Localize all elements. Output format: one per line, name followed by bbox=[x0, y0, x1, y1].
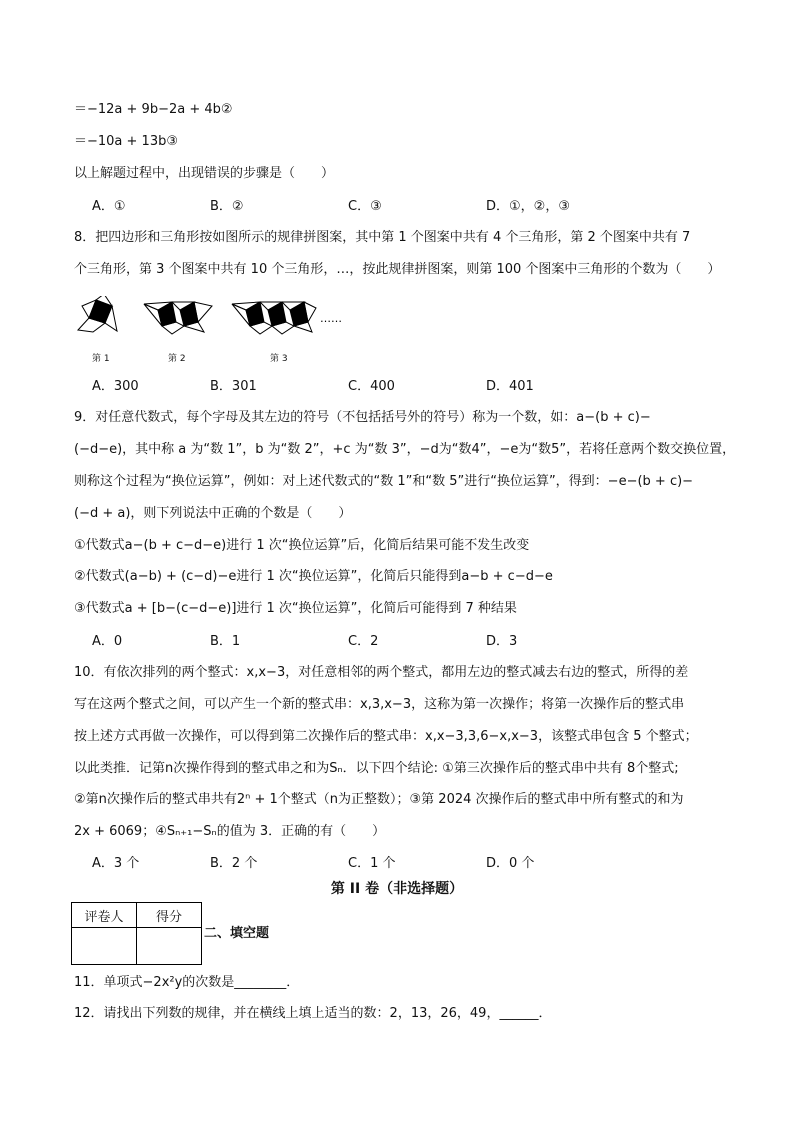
q9-text-3: 则称这个过程为“换位运算”，例如：对上述代数式的“数 1”和“数 5”进行“换位运算”，得到：−e−(b + c)− bbox=[74, 474, 694, 489]
q8-options bbox=[92, 378, 652, 396]
q11-text: 11．单项式−2x²y的次数是________． bbox=[74, 975, 300, 990]
q10-option-b[interactable]: B．2 个 bbox=[210, 856, 258, 871]
step-line-3: ＝−10a + 13b③ bbox=[74, 134, 179, 149]
q9-text-1: 9．对任意代数式，每个字母及其左边的符号（不包括括号外的符号）称为一个数，如：a−(b + c)− bbox=[74, 410, 651, 425]
q12-text: 12．请找出下列数的规律，并在横线上填上适当的数：2，13，26，49，______． bbox=[74, 1006, 552, 1021]
q10-text-2: 写在这两个整式之间，可以产生一个新的整式串：x,3,x−3，这称为第一次操作；将第一次操作后的整式串 bbox=[74, 697, 685, 712]
q7-option-a[interactable]: A．① bbox=[92, 199, 126, 214]
q9-option-c[interactable]: C．2 bbox=[348, 634, 379, 649]
q9-text-4: (−d + a)，则下列说法中正确的个数是（ ） bbox=[74, 506, 352, 521]
fill-blank-heading: 二、填空题 bbox=[204, 926, 270, 941]
q7-option-c[interactable]: C．③ bbox=[348, 199, 382, 214]
q7-option-d[interactable]: D．①，②，③ bbox=[486, 199, 570, 214]
q8-pattern-figure bbox=[70, 296, 360, 346]
pattern-2 bbox=[144, 302, 212, 334]
q10-text-3: 按上述方式再做一次操作，可以得到第二次操作后的整式串：x,x−3,3,6−x,x−3，该整式串包含 5 个整式； bbox=[74, 729, 698, 744]
q9-statement-2: ②代数式(a−b) + (c−d)−e进行 1 次“换位运算”，化简后只能得到a−b + c−d−e bbox=[74, 569, 553, 584]
q10-text-5: ②第n次操作后的整式串共有2ⁿ + 1个整式（n为正整数）；③第 2024 次操作后的整式串中所有整式的和为 bbox=[74, 792, 684, 807]
q10-text-1: 10．有依次排列的两个整式：x,x−3，对任意相邻的两个整式，都用左边的整式减去右边的整式，所得的差 bbox=[74, 665, 689, 680]
pattern-ellipsis: …… bbox=[320, 312, 342, 325]
q8-option-b[interactable]: B．301 bbox=[210, 379, 257, 394]
q9-statement-3: ③代数式a + [b−(c−d−e)]进行 1 次“换位运算”，化简后可能得到 7 种结果 bbox=[74, 601, 517, 616]
q8-text-1: 8．把四边形和三角形按如图所示的规律拼图案，其中第 1 个图案中共有 4 个三角形，第 2 个图案中共有 7 bbox=[74, 230, 691, 245]
q10-text-4: 以此类推．记第n次操作得到的整式串之和为Sₙ．以下四个结论: ①第三次操作后的整式串中共有 8个整式; bbox=[74, 761, 679, 776]
q9-statement-1: ①代数式a−(b + c−d−e)进行 1 次“换位运算”后，化简后结果可能不发生改变 bbox=[74, 538, 530, 553]
pattern-3 bbox=[232, 302, 316, 334]
q9-option-a[interactable]: A．0 bbox=[92, 634, 123, 649]
step-line-2: ＝−12a + 9b−2a + 4b② bbox=[74, 102, 233, 117]
q9-option-b[interactable]: B．1 bbox=[210, 634, 241, 649]
q8-text-2: 个三角形，第 3 个图案中共有 10 个三角形，…，按此规律拼图案，则第 100 个图案中三角形的个数为（ ） bbox=[74, 262, 721, 277]
q9-text-2: (−d−e)，其中称 a 为“数 1”，b 为“数 2”，+c 为“数 3”，−d为“数4”，−e为“数5”，若将任意两个数交换位置， bbox=[74, 442, 736, 457]
pattern-3-label: 第 3 bbox=[270, 354, 288, 364]
score-cell[interactable] bbox=[137, 928, 202, 965]
q7-options bbox=[92, 198, 652, 216]
q10-options bbox=[92, 855, 652, 873]
score-table bbox=[71, 902, 202, 965]
grader-cell[interactable] bbox=[72, 928, 137, 965]
q10-option-c[interactable]: C．1 个 bbox=[348, 856, 396, 871]
pattern-1 bbox=[78, 296, 117, 332]
q9-options bbox=[92, 633, 652, 651]
q7-option-b[interactable]: B．② bbox=[210, 199, 244, 214]
q10-option-a[interactable]: A．3 个 bbox=[92, 856, 140, 871]
pattern-2-label: 第 2 bbox=[168, 354, 186, 364]
q8-option-a[interactable]: A．300 bbox=[92, 379, 139, 394]
section-title: 第 II 卷（非选择题） bbox=[330, 881, 464, 897]
score-header: 得分 bbox=[137, 903, 202, 928]
grader-header: 评卷人 bbox=[72, 903, 137, 928]
q8-option-c[interactable]: C．400 bbox=[348, 379, 395, 394]
q8-option-d[interactable]: D．401 bbox=[486, 379, 534, 394]
q7-prompt: 以上解题过程中，出现错误的步骤是（ ） bbox=[74, 166, 335, 181]
q9-option-d[interactable]: D．3 bbox=[486, 634, 518, 649]
q10-text-6: 2x + 6069；④Sₙ₊₁−Sₙ的值为 3．正确的有（ ） bbox=[74, 824, 386, 839]
q10-option-d[interactable]: D．0 个 bbox=[486, 856, 535, 871]
pattern-1-label: 第 1 bbox=[92, 354, 110, 364]
